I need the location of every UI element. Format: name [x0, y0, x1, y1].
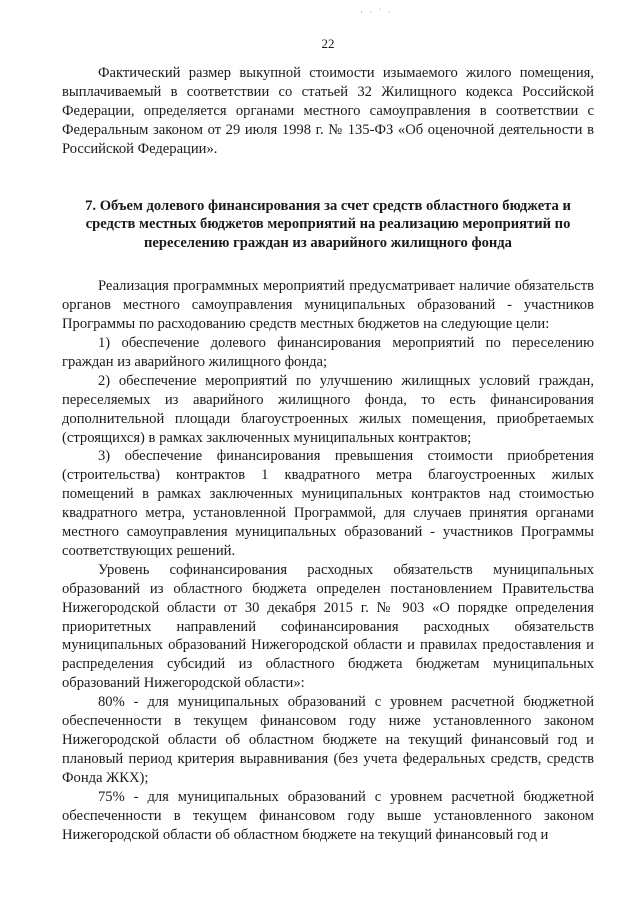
paragraph-valuation: Фактический размер выкупной стоимости изымаемого жилого помещения, выплачиваемый в соответствии со статьей 32 Жилищного кодекса Российской Федерации, определяется органами местного самоуправления в соответствии с Федеральным законом от 29 июля 1998 г. № 135-ФЗ «Об оценочной деятельности в Российской Федерации».: [62, 65, 594, 157]
list-item-1: 1) обеспечение долевого финансирования мероприятий по переселению граждан из аварийного жилищного фонда;: [62, 334, 594, 370]
section-heading: 7. Объем долевого финансирования за счет средств областного бюджета и средств местных бюджетов мероприятий на реализацию мероприятий по переселению граждан из аварийного жилищного фонда: [85, 197, 571, 252]
paragraph-cofinancing: Уровень софинансирования расходных обязательств муниципальных образований из областного бюджета определен постановлением Правительства Нижегородской области от 30 декабря 2015 г. № 903 «О порядке определения приоритетных направлений софинансирования расходных обязательств муниципальных образований Нижегородской области и правилах предоставления и распределения субсидий из областного бюджета бюджетам муниципальных образований Нижегородской области»:: [62, 561, 594, 692]
list-item-2: 2) обеспечение мероприятий по улучшению жилищных условий граждан, переселяемых из аварийного жилищного фонда, то есть финансирования дополнительной площади благоустроенных жилых помещения, приобретаемых (строящихся) в рамках заключенных муниципальных контрактов;: [62, 372, 594, 446]
scan-speckle: · · ˙ ·: [360, 7, 393, 17]
rate-item-75: 75% - для муниципальных образований с уровнем расчетной бюджетной обеспеченности в текущем финансовом году выше установленного законом Нижегородской области об областном бюджете на текущий финансовый год и: [62, 788, 594, 843]
paragraph-obligations: Реализация программных мероприятий предусматривает наличие обязательств органов местного самоуправления муниципальных образований - участников Программы по расходованию средств местных бюджетов на следующие цели:: [62, 278, 594, 333]
rate-item-80: 80% - для муниципальных образований с уровнем расчетной бюджетной обеспеченности в текущем финансовом году ниже установленного законом Нижегородской области об областном бюджете на текущий финансовый год и плановый период критерия выравнивания (без учета федеральных средств, средств Фонда ЖКХ);: [62, 694, 594, 786]
page-number: 22: [321, 36, 335, 51]
list-item-3: 3) обеспечение финансирования превышения стоимости приобретения (строительства) контрактов 1 квадратного метра благоустроенных жилых помещений в рамках заключенных муниципальных контрактов над стоимостью квадратного метра, установленной Программой, для случаев принятия органами местного самоуправления муниципальных образований - участников Программы соответствующих решений.: [62, 448, 594, 559]
